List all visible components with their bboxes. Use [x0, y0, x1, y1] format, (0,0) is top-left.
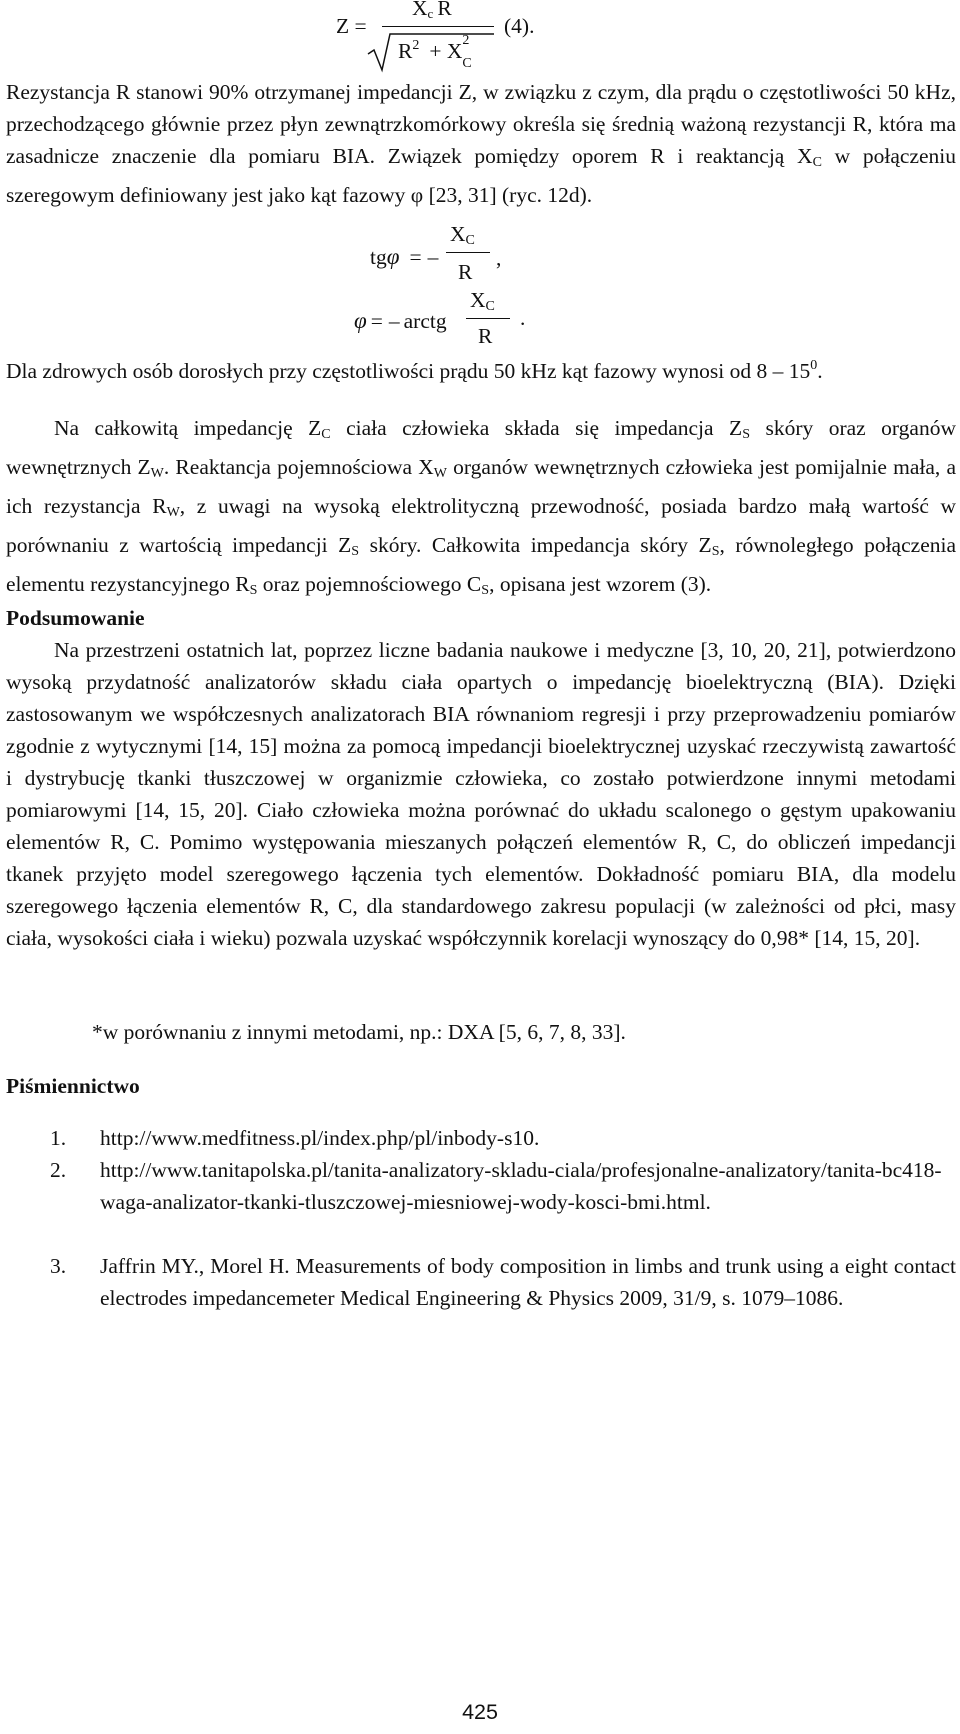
- formula-4-lhs: Z =: [336, 14, 367, 38]
- formula-4-numerator: $X_c$ R: [412, 0, 452, 21]
- formula-4-fraction-bar: [382, 26, 494, 27]
- formula-4-denominator: $R^2 + X$ 2 $_C$: [398, 33, 472, 71]
- reference-item: 3. Jaffrin MY., Morel H. Measurements of body composition in limbs and trunk using a eight contact electrodes impedancemeter Medical Engineering & Physics 2009, 31/9, s. 1079–1086.: [50, 1250, 956, 1346]
- paragraph-summary: Na przestrzeni ostatnich lat, poprzez liczne badania naukowe i medyczne [3, 10, 20, 21], potwierdzono wysoką przydatność analizatorów składu ciała opartych o impedancję bioelektryczną (BIA). Dzięki zastosowanym we współczesnych analizatorach BIA równaniom regresji i przy przeprowadzeniu pomiarów zgodnie z wytycznymi [14, 15] można za pomocą impedancji bioelektrycznej uzyskać rzeczywistą zawartość i dystrybucję tkanki tłuszczowej w organizmie człowieka, co zostało potwierdzone innymi metodami pomiarowymi [14, 15, 20]. Ciało człowieka można porównać do układu scalonego o gęstym upakowaniu elementów R, C. Pomimo występowania mieszanych połączeń elementów R, C, do obliczeń impedancji tkanek przyjęto model szeregowego łączenia tych elementów. Dokładność pomiaru BIA, dla modelu szeregowego łączenia elementów R, C, dla standardowego zakresu populacji (w zależności od płci, masy ciała, wysokości ciała i wieku) pozwala uzyskać współczynnik korelacji wynoszący do 0,98* [14, 15, 20].: [6, 638, 956, 950]
- paragraph-resistance-text: Rezystancja R stanowi 90% otrzymanej impedancji Z, w związku z czym, dla prądu o częstotliwości 50 kHz, przechodzącego głównie przez płyn zewnątrzkomórkowy określa się średnią ważoną rezystancji R, która ma zasadnicze znaczenie dla pomiaru BIA.: [6, 80, 956, 168]
- paragraph-phase-angle: Związek pomiędzy oporem R i reaktancją $X_C$ w połączeniu szeregowym definiowany jest jako kąt fazowy φ [23, 31] (ryc. 12d).: [6, 144, 956, 207]
- equation-tg-phi-comma: ,: [496, 246, 502, 270]
- footnote: *w porównaniu z innymi metodami, np.: DXA [5, 6, 7, 8, 33].: [92, 1020, 626, 1044]
- equation-phi-numerator: $X_C$: [470, 288, 495, 314]
- page-number: 425: [462, 1700, 498, 1724]
- equation-tg-phi-fraction-bar: [446, 252, 490, 253]
- formula-4-label: (4).: [504, 14, 535, 38]
- equation-phi-lhs: φ = – arctg: [354, 308, 447, 333]
- equation-phi-period: .: [520, 306, 526, 330]
- paragraph-resistance: [6, 76, 956, 211]
- reference-link[interactable]: http://www.medfitness.pl/index.php/pl/inbody-s10.: [100, 1126, 540, 1150]
- heading-references: Piśmiennictwo: [6, 1074, 140, 1098]
- equation-tg-phi-denominator: R: [458, 260, 473, 284]
- paragraph-total-impedance: Na całkowitą impedancję $Z_C$ ciała człowieka składa się impedancja $Z_S$ skóry oraz organów wewnętrznych $Z_W$. Reaktancja pojemnościowa $X_W$ organów wewnętrznych człowieka jest pomijalnie mała, a ich rezystancja $R_W$, z uwagi na wysoką elektrolityczną przewodność, posiada bardzo małą wartość w porównaniu z wartością impedancji $Z_S$ skóry. Całkowita impedancja skóry $Z_S$, równoległego połączenia elementu rezystancyjnego $R_S$ oraz pojemnościowego $C_S$, opisana jest wzorem (3).: [6, 416, 957, 598]
- equation-tg-phi-numerator: $X_C$: [450, 222, 475, 248]
- reference-link[interactable]: http://www.tanitapolska.pl/tanita-analizatory-skladu-ciala/profesjonalne-analizatory/tanita-bc418-waga-analizator-tkanki-tluszczowej-miesniowej-wody-kosci-bmi.html.: [100, 1158, 942, 1214]
- paragraph-healthy-adults: Dla zdrowych osób dorosłych przy częstotliwości prądu 50 kHz kąt fazowy wynosi od $8 - 15^0$.: [6, 358, 823, 383]
- heading-summary: Podsumowanie: [6, 606, 145, 630]
- reference-text: Jaffrin MY., Morel H. Measurements of body composition in limbs and trunk using a eight contact electrodes impedancemeter Medical Engineering & Physics 2009, 31/9, s. 1079–1086.: [100, 1254, 956, 1310]
- equation-tg-phi-lhs: tgφ = –: [370, 244, 439, 269]
- equation-phi-fraction-bar: [466, 318, 510, 319]
- equation-phi-denominator: R: [478, 324, 493, 348]
- reference-item: 1. http://www.medfitness.pl/index.php/pl/inbody-s10.: [50, 1122, 956, 1154]
- reference-item: 2. http://www.tanitapolska.pl/tanita-analizatory-skladu-ciala/profesjonalne-analizatory/tanita-bc418-waga-analizator-tkanki-tluszczowej-miesniowej-wody-kosci-bmi.html.: [50, 1154, 956, 1250]
